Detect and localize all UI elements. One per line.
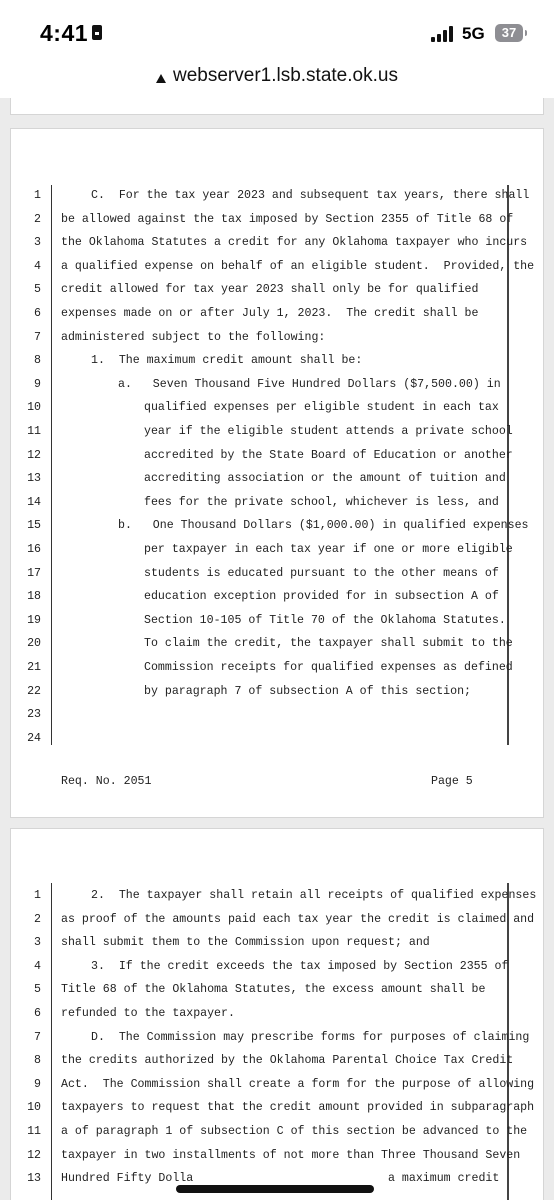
text-line: expenses made on or after July 1, 2023. The credit shall be (61, 307, 479, 320)
line-number: 9 (34, 377, 41, 391)
battery-tip (525, 30, 527, 36)
text-line: accrediting association or the amount of tuition and (144, 472, 506, 486)
text-line: the Oklahoma Statutes a credit for any Oklahoma taxpayer who incurs (61, 236, 528, 250)
text-line: students is educated pursuant to the other means of (144, 566, 499, 580)
text-line: Act. The Commission shall create a form for the purpose of allowing (61, 1077, 535, 1091)
line-number: 10 (27, 401, 41, 415)
text-line: administered subject to the following: (61, 330, 326, 344)
line-number: 3 (34, 236, 41, 250)
address-bar[interactable] (0, 62, 554, 98)
line-number: 20 (27, 637, 41, 651)
line-number: 2 (34, 212, 41, 226)
text-line: fees for the private school, whichever is less, and (144, 495, 499, 509)
line-number: 13 (27, 472, 41, 486)
line-number: 24 (27, 731, 41, 745)
text-line: 3. If the credit exceeds the tax imposed by Section 2355 of (91, 959, 509, 973)
line-number: 11 (27, 425, 41, 438)
text-line: a of paragraph 1 of subsection C of this section be advanced to the (61, 1125, 528, 1138)
line-number: 9 (34, 1077, 41, 1091)
text-line: education exception provided for in subsection A of (144, 590, 499, 604)
line-number: 7 (34, 330, 41, 344)
line-number: 10 (27, 1101, 41, 1115)
line-number: 11 (27, 1125, 41, 1138)
line-number: 4 (34, 959, 41, 973)
line-number: 22 (27, 684, 41, 698)
text-line: Title 68 of the Oklahoma Statutes, the excess amount shall be (61, 983, 486, 997)
cellular-signal-icon (431, 26, 457, 42)
text-line: be allowed against the tax imposed by Section 2355 of Title 68 of (61, 212, 514, 226)
text-line: 2. The taxpayer shall retain all receipts of qualified expenses (91, 889, 537, 902)
line-number: 6 (34, 307, 41, 320)
line-number: 15 (27, 519, 41, 533)
text-line: 1. The maximum credit amount shall be: (91, 354, 363, 368)
line-number: 8 (34, 1054, 41, 1068)
text-line: accredited by the State Board of Education or another (144, 448, 513, 462)
text-line: refunded to the taxpayer. (61, 1007, 235, 1020)
text-line: To claim the credit, the taxpayer shall submit to the (144, 637, 513, 651)
text-line: b. One Thousand Dollars ($1,000.00) in qualified expenses (118, 519, 529, 533)
text-line: taxpayers to request that the credit amount provided in subparagraph (61, 1101, 535, 1115)
text-line: a qualified expense on behalf of an eligible student. Provided, the (61, 259, 535, 273)
line-number: 14 (27, 495, 41, 509)
status-bar (0, 0, 554, 62)
text-line: shall submit them to the Commission upon request; and (61, 936, 430, 950)
line-number: 1 (34, 189, 41, 202)
line-number: 4 (34, 259, 41, 273)
line-number: 2 (34, 912, 41, 926)
line-number: 17 (27, 566, 41, 580)
line-number: 18 (27, 590, 41, 604)
text-line: D. The Commission may prescribe forms for purposes of claiming (91, 1030, 530, 1044)
text-line: per taxpayer in each tax year if one or more eligible (144, 543, 513, 556)
line-number: 16 (27, 543, 41, 556)
network-type: 5G (462, 24, 485, 43)
line-number: 19 (27, 613, 41, 627)
page-number: Page 5 (431, 775, 473, 788)
url-text[interactable]: webserver1.lsb.state.ok.us (173, 65, 398, 86)
line-number: 12 (27, 448, 41, 462)
text-line: C. For the tax year 2023 and subsequent tax years, there shall (91, 189, 530, 202)
battery-icon: 37 (495, 24, 523, 42)
text-line: the credits authorized by the Oklahoma Parental Choice Tax Credit (61, 1054, 514, 1068)
left-margin-rule (51, 185, 52, 745)
text-line: Commission receipts for qualified expenses as defined (144, 661, 513, 674)
text-line: Hundred Fifty Dolla a maximum credit (61, 1172, 500, 1186)
text-line: a. Seven Thousand Five Hundred Dollars ($7,500.00) in (118, 377, 501, 391)
line-number: 5 (34, 283, 41, 297)
document-page-6 (10, 828, 544, 1200)
left-margin-rule (51, 883, 52, 1200)
line-number: 8 (34, 354, 41, 368)
line-number: 1 (34, 889, 41, 902)
line-number: 13 (27, 1172, 41, 1186)
clock: 4:41 (40, 20, 89, 46)
line-number: 6 (34, 1007, 41, 1020)
text-line: as proof of the amounts paid each tax year the credit is claimed and (61, 912, 535, 926)
text-line: Section 10-105 of Title 70 of the Oklahoma Statutes. (144, 613, 506, 627)
lock-icon (156, 74, 166, 83)
line-number: 12 (27, 1148, 41, 1162)
request-number: Req. No. 2051 (61, 775, 152, 788)
horizontal-scroll-indicator[interactable] (176, 1185, 374, 1193)
focus-mode-icon (92, 25, 102, 40)
line-number: 3 (34, 936, 41, 950)
line-number: 23 (27, 708, 41, 722)
line-number: 7 (34, 1030, 41, 1044)
document-page-5 (10, 128, 544, 818)
text-line: taxpayer in two installments of not more than Three Thousand Seven (61, 1148, 521, 1162)
document-viewer[interactable] (0, 98, 554, 1200)
previous-page-bottom (10, 98, 544, 115)
line-number: 21 (27, 661, 41, 674)
line-number: 5 (34, 983, 41, 997)
text-line: by paragraph 7 of subsection A of this section; (144, 684, 471, 698)
text-line: qualified expenses per eligible student in each tax (144, 401, 499, 415)
text-line: year if the eligible student attends a private school (144, 425, 513, 438)
text-line: credit allowed for tax year 2023 shall only be for qualified (61, 283, 479, 297)
